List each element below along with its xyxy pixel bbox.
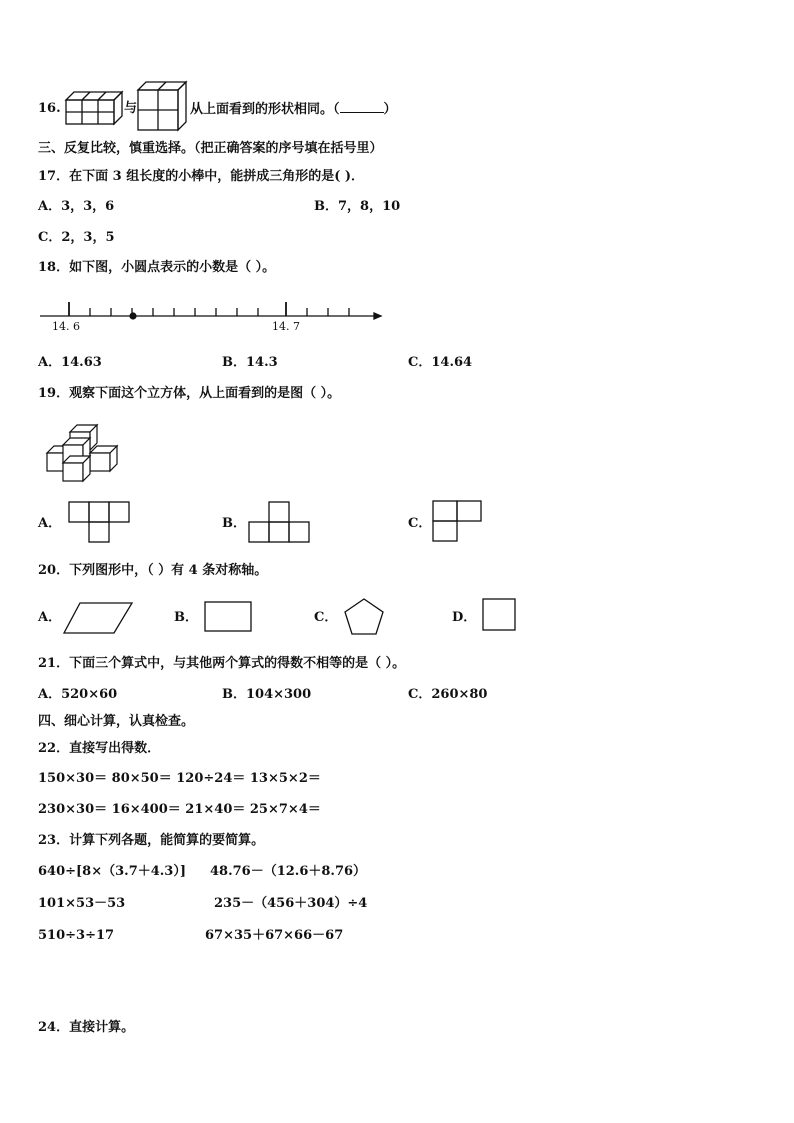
q16-with: 与	[124, 101, 138, 116]
q19-option-c-figure	[432, 500, 484, 542]
q17-option-a[interactable]: A．3，3，6	[38, 199, 115, 214]
q17-text: 17．在下面 3 组长度的小棒中，能拼成三角形的是( )．	[38, 169, 365, 184]
q19-cube-stack	[45, 424, 123, 484]
q21-option-a[interactable]: A．520×60	[38, 687, 118, 702]
q21-text: 21．下面三个算式中，与其他两个算式的得数不相等的是（ ）。	[38, 656, 406, 671]
q19-option-c[interactable]: C．	[408, 516, 432, 531]
q18-option-a[interactable]: A．14.63	[38, 355, 102, 370]
q18-tick-label-mid: 14. 7	[272, 320, 300, 333]
q21-option-b[interactable]: B．104×300	[222, 687, 312, 702]
q20-option-c[interactable]: C．	[314, 610, 338, 625]
q17-option-c[interactable]: C．2，3，5	[38, 230, 115, 245]
q23-expr-2: 48.76－（12.6＋8.76）	[210, 864, 367, 879]
q16-answer-blank[interactable]	[340, 100, 384, 113]
q24-text: 24．直接计算。	[38, 1020, 135, 1035]
q19-option-b[interactable]: B．	[222, 516, 246, 531]
q19-option-b-figure	[248, 501, 312, 543]
q20-rectangle	[204, 601, 254, 633]
q23-expr-1: 640÷[8×（3.7＋4.3）]	[38, 864, 187, 879]
q16-figure-cube	[136, 80, 188, 134]
q23-expr-6: 67×35＋67×66－67	[205, 928, 344, 943]
q23-text: 23．计算下列各题，能简算的要简算。	[38, 833, 265, 848]
section-3-heading: 三、反复比较，慎重选择。（把正确答案的序号填在括号里）	[38, 141, 383, 156]
section-4-heading: 四、细心计算，认真检查。	[38, 714, 195, 729]
q18-number-line	[40, 296, 382, 320]
q19-option-a-figure	[68, 501, 132, 543]
q16-text: 从上面看到的形状相同。（ ）	[190, 102, 397, 117]
q20-option-d[interactable]: D．	[452, 610, 477, 625]
q21-option-c[interactable]: C．260×80	[408, 687, 488, 702]
q23-expr-5: 510÷3÷17	[38, 928, 115, 943]
q17-option-b[interactable]: B．7，8，10	[314, 199, 401, 214]
q20-pentagon	[342, 597, 386, 637]
q20-option-a[interactable]: A．	[38, 610, 62, 625]
q16-number: 16.	[38, 101, 61, 116]
q20-option-b[interactable]: B．	[174, 610, 198, 625]
q23-expr-3: 101×53－53	[38, 896, 126, 911]
q22-row-2: 230×30＝ 16×400＝ 21×40＝ 25×7×4＝	[38, 802, 321, 817]
q22-text: 22．直接写出得数．	[38, 741, 161, 756]
q20-parallelogram	[62, 601, 134, 635]
q18-option-c[interactable]: C．14.64	[408, 355, 473, 370]
q18-text: 18．如下图，小圆点表示的小数是（ ）。	[38, 260, 276, 275]
q23-expr-4: 235－（456＋304）÷4	[214, 896, 368, 911]
q19-option-a[interactable]: A．	[38, 516, 62, 531]
q20-square	[482, 598, 518, 632]
q16-figure-cuboid	[64, 88, 126, 128]
q18-dot	[129, 312, 136, 319]
q22-row-1: 150×30＝ 80×50＝ 120÷24＝ 13×5×2＝	[38, 771, 321, 786]
q18-option-b[interactable]: B．14.3	[222, 355, 278, 370]
q18-tick-label-left: 14. 6	[52, 320, 80, 333]
q19-text: 19．观察下面这个立方体，从上面看到的是图（ ）。	[38, 386, 341, 401]
q20-text: 20．下列图形中，（ ）有 4 条对称轴。	[38, 563, 268, 578]
